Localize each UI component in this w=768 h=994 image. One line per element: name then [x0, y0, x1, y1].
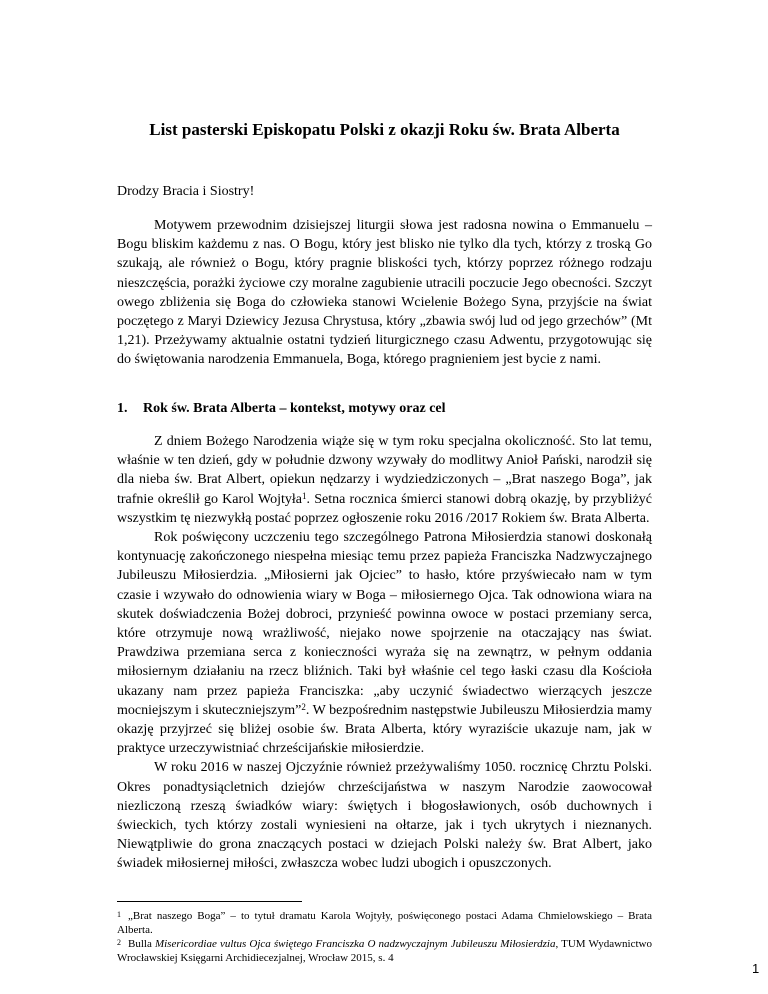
- section-number: 1.: [117, 401, 128, 416]
- page-number: 1: [752, 961, 760, 976]
- footnote-2-title: Misericordiae vultus Ojca świętego Franciszka O nadzwyczajnym Jubileuszu Miłosierdzia: [154, 938, 556, 950]
- paragraph-1-text-end: . Setna rocznica śmierci stanowi dobrą okazję, by przybliżyć wszystkim tę niezwykłą postać poprzez ogłoszenie roku 2016 /2017 Rokiem św. Brata Alberta.: [117, 491, 652, 526]
- paragraph-2-text-end: . W bezpośrednim następstwie Jubileuszu Miłosierdzia mamy okazję przyjrzeć się bliżej osobie św. Brata Alberta, który wyraziście ukazuje nam, jak w praktyce urzeczywistniać chrześcijańskie miłosierdzie.: [117, 702, 652, 757]
- document-title: List pasterski Episkopatu Polski z okazji Roku św. Brata Alberta: [149, 120, 620, 139]
- footnote-1: [117, 909, 652, 937]
- greeting: Drodzy Bracia i Siostry!: [117, 184, 255, 199]
- footnote-separator: [117, 901, 302, 902]
- paragraph-1-text: Z dniem Bożego Narodzenia wiąże się w tym roku specjalna okoliczność. Sto lat temu, właśnie w ten dzień, gdy w południe dzwony wzywały do modlitwy Anioł Pański, narodził się dla nieba św. Brat Albert, opiekun nędzarzy i wydziedziczonych – „Brat naszego Boga”, jak trafnie określił go Karol Wojtyła: [117, 434, 652, 507]
- footnote-1-text: „Brat naszego Boga” – to tytuł dramatu Karola Wojtyły, poświęconego postaci Adama Chmielowskiego – Brata Alberta.: [117, 910, 652, 937]
- paragraph-2-text: Rok poświęcony uczczeniu tego szczególnego Patrona Miłosierdzia stanowi doskonałą kontynuację zakończonego niespełna miesiąc temu przez papieża Franciszka Nadzwyczajnego Jubileuszu Miłosierdzia. „Miłosierni jak Ojciec” to hasło, które przyświecało nam w tym czasie i wzywało do odnowienia wiary w Boga – miłosiernego Ojca. Tak odnowiona wiara na skutek doświadczenia Bożej dobroci, przynieść powinna owoce w postaci przemiany serca, które otrzymuje nową wrażliwość, niejako nowe spojrzenie na otaczający nas świat. Prawdziwa przemiana serca z konieczności wyraża się na zewnątrz, w pełnym oddania miłosiernym działaniu na rzecz bliźnich. Taki był właśnie cel tego łaski czasu dla Kościoła ukazany nam przez papieża Franciszka: „aby uczynić świadectwo wierzących jeszcze mocniejszym i skuteczniejszym”: [117, 530, 652, 718]
- section-heading: [117, 399, 652, 418]
- footnote-2-tail: , TUM Wydawnictwo Wrocławskiej Księgarni Archidiecezjalnej, Wrocław 2015, s. 4: [117, 938, 652, 965]
- paragraph-2: [117, 528, 652, 758]
- paragraph-3: W roku 2016 w naszej Ojczyźnie również przeżywaliśmy 1050. rocznicę Chrztu Polski. Okres ponadtysiącletnich dziejów chrześcijaństwa w naszym Narodzie zaowocował niezliczoną rzeszą świadków wiary: świętych i błogosławionych, osób duchownych i świeckich, tych którzy zostali wyniesieni na ołtarze, jak i tych ukrytych i nieznanych. Niewątpliwie do grona znaczących postaci w dziejach Polski należy św. Brat Albert, jako świadek miłosiernej miłości, zwłaszcza wobec ludzi ubogich i opuszczonych.: [117, 760, 652, 872]
- footnote-ref-1[interactable]: 1: [302, 490, 307, 501]
- footnote-2-text: Bulla: [128, 938, 155, 950]
- footnote-2-number: 2: [117, 938, 121, 947]
- paragraph-1: [117, 432, 652, 528]
- footnote-2: [117, 937, 652, 965]
- footnote-ref-2[interactable]: 2: [301, 701, 306, 712]
- intro-paragraph: Motywem przewodnim dzisiejszej liturgii słowa jest radosna nowina o Emmanuelu – Bogu bliskim każdemu z nas. O Bogu, który jest blisko nie tylko dla tych, którzy z troską Go szukają, ale również o Bogu, który pragnie bliskości tych, którzy poprzez różnego rodzaju nieszczęścia, porażki życiowe czy moralne zagubienie utracili poczucie Jego obecności. Szczyt owego zbliżenia się Boga do człowieka stanowi Wcielenie Bożego Syna, przyjście na świat poczętego z Maryi Dziewicy Jezusa Chrystusa, który „zbawia swój lud od jego grzechów” (Mt 1,21). Przeżywamy aktualnie ostatni tydzień liturgicznego czasu Adwentu, przygotowując się do świętowania narodzenia Emmanuela, Boga, którego pragnieniem jest bycie z nami.: [117, 218, 652, 368]
- footnote-1-number: 1: [117, 910, 121, 919]
- section-body: [117, 432, 652, 874]
- section-title: Rok św. Brata Alberta – kontekst, motywy oraz cel: [143, 401, 446, 416]
